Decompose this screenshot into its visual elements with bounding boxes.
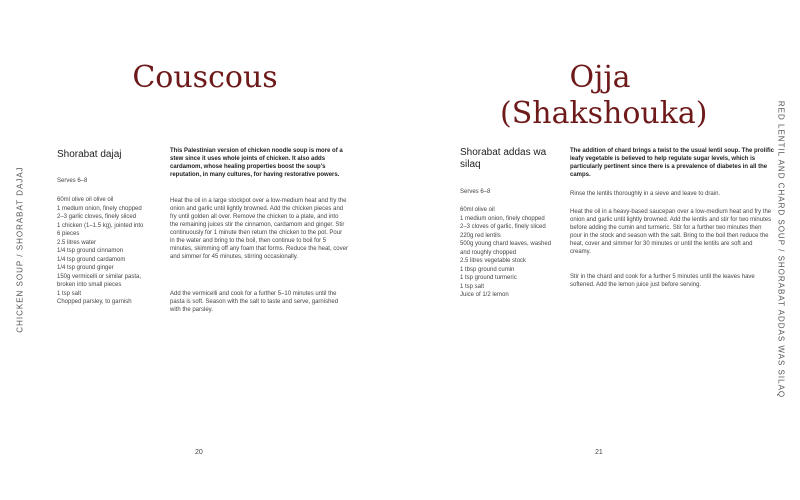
left-recipe-title: Shorabat dajaj xyxy=(57,149,122,160)
right-recipe-title: Shorabat addas wa silaq xyxy=(460,147,547,170)
right-recipe-intro: The addition of chard brings a twist to the usual lentil soup. The prolific leafy vegetable is believed to help regulate sugar levels, which is particularly pertinent since there is a prevalence of diabetes in all the camps. xyxy=(570,148,775,178)
right-serves: Serves 6–8 xyxy=(460,189,491,195)
right-side-running-label: RED LENTIL AND CHARD SOUP / SHORABAT ADDAS WAS SILAQ xyxy=(776,100,786,399)
ingredient-item: 1 tsp salt xyxy=(57,290,82,297)
ingredient-item: 60ml olive oil olive oil xyxy=(57,197,114,203)
ingredient-item: 1 chicken (1–1.5 kg), jointed into 6 pieces xyxy=(57,222,144,237)
ingredient-item: 2.5 litres vegetable stock xyxy=(460,258,527,264)
ingredient-item: 2–3 cloves of garlic, finely sliced xyxy=(460,224,546,230)
left-recipe-intro: This Palestinian version of chicken noodle soup is more of a stew since it uses whole joints of chicken. It also adds cardamom, whose healing properties boost the soup's reputation, in many cultures, for having restorative powers. xyxy=(170,148,343,178)
ingredient-item: Juice of 1/2 lemon xyxy=(460,292,509,298)
ingredient-item: 1 tbsp ground cumin xyxy=(460,266,515,273)
left-ingredient-list xyxy=(57,196,145,307)
ingredient-item: 500g young chard leaves, washed and roughly chopped xyxy=(460,241,552,256)
left-page-number: 20 xyxy=(195,449,203,456)
right-ingredient-list xyxy=(460,206,552,300)
ingredient-item: 150g vermicelli or similar pasta, broken into small pieces xyxy=(57,273,142,288)
left-side-running-label: CHICKEN SOUP / SHORABAT DAJAJ xyxy=(15,166,25,333)
ingredient-item: 2–3 garlic cloves, finely sliced xyxy=(57,214,137,220)
ingredient-item: 1 medium onion, finely chopped xyxy=(460,215,545,222)
right-page-title: Ojja (Shakshouka) xyxy=(500,60,708,131)
ingredient-item: 1 medium onion, finely chopped xyxy=(57,205,142,212)
right-method-paragraph: Heat the oil in a heavy-based saucepan over a low-medium heat and fry the onion and garlic until lightly browned. Add the lentils and stir for two minutes before adding the cumin and turmeric. Stir for a further two minutes then pour in the stock and season with the salt. Bring to the boil then reduce the heat, cover and simmer for 30 minutes or until the lentils are soft and creamy. xyxy=(570,209,772,255)
ingredient-item: 60ml olive oil xyxy=(460,207,495,213)
left-page-title: Couscous xyxy=(132,60,278,95)
right-method-paragraph: Rinse the lentils thoroughly in a sieve and leave to drain. xyxy=(570,191,721,197)
ingredient-item: 1/4 tsp ground cinnamon xyxy=(57,248,124,254)
ingredient-item: 1/4 tsp ground cardamom xyxy=(57,256,126,263)
ingredient-item: 2.5 litres water xyxy=(57,239,97,246)
ingredient-item: 1/4 tsp ground ginger xyxy=(57,265,114,271)
ingredient-item: 1 tsp salt xyxy=(460,283,485,290)
ingredient-item: 220g red lentils xyxy=(460,232,501,239)
right-method-paragraph: Stir in the chard and cook for a further 5 minutes until the leaves have softened. Add the lemon juice just before serving. xyxy=(570,274,755,288)
left-serves: Serves 6–8 xyxy=(57,178,88,184)
right-page-number: 21 xyxy=(595,449,603,456)
right-page xyxy=(400,0,800,500)
left-method-paragraph: Add the vermicelli and cook for a further 5–10 minutes until the pasta is soft. Season with the salt to taste and serve, garnished with the parsley. xyxy=(170,291,339,313)
ingredient-item: 1 tsp ground turmeric xyxy=(460,275,517,281)
ingredient-item: Chopped parsley, to garnish xyxy=(57,299,132,305)
left-method-paragraph: Heat the oil in a large stockpot over a low-medium heat and fry the onion and garlic until lightly browned. Add the chicken pieces and fry until golden all over. Remove the chicken to a plate, and into the remaining juices stir the cinnamon, cardamom and ginger. Stir continuously for 1 minute then return the chicken to the pot. Pour in the water and bring to the boil, then continue to boil for 5 minutes, skimming off any foam that forms. Reduce the heat, cover and simmer for 45 minutes, stirring occasionally. xyxy=(170,198,348,260)
